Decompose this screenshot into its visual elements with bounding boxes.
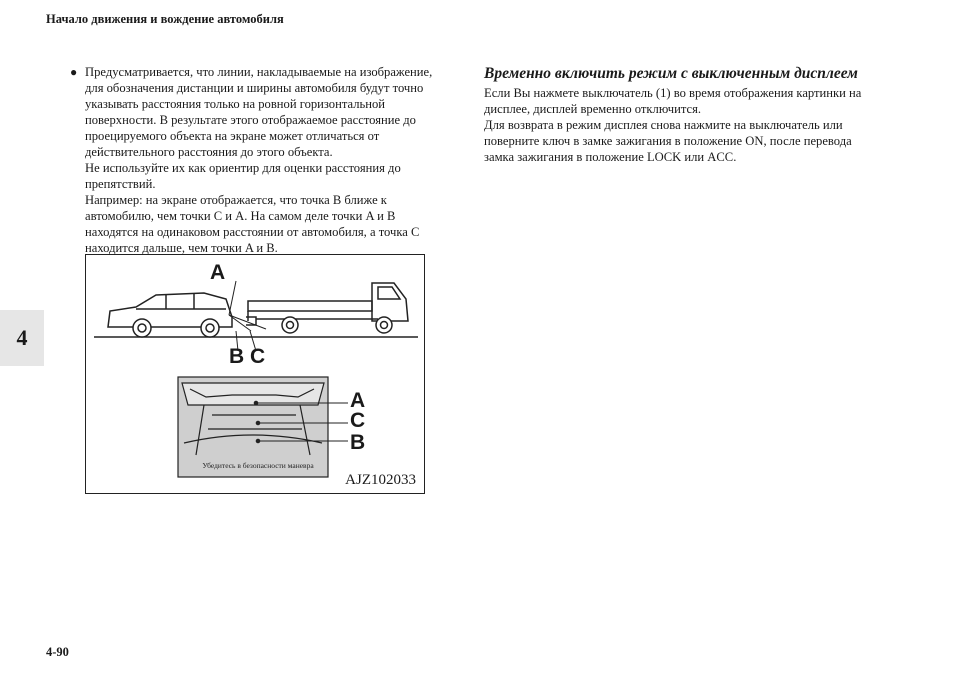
bullet-item — [70, 64, 450, 256]
page-number: 4-90 — [46, 645, 69, 659]
paragraph: Например: на экране отображается, что точка B ближе к автомобилю, чем точки C и A. На самом деле точки A и B находятся на одинаковом расстоянии от автомобиля, а точка C находится дальше, чем точки A и B. — [85, 193, 420, 255]
bullet-body — [85, 64, 450, 256]
paragraph: Предусматривается, что линии, накладываемые на изображение, для обозначения дистанции и ширины автомобиля будут точно указывать расстояния только на ровной горизонтальной поверхности. В результате этого отображаемое расстояние до проецируемого объекта на экране может отличаться от действительного расстояния до этого объекта. — [85, 65, 433, 159]
label-point-c-top: C — [250, 345, 266, 368]
suv-drawing — [108, 293, 232, 337]
label-point-b-screen: B — [350, 431, 366, 454]
screen-caption: Убедитесь в безопасности маневра — [202, 461, 314, 470]
figure-code: AJZ102033 — [345, 472, 416, 488]
paragraph: Не используйте их как ориентир для оценки расстояния до препятствий. — [85, 161, 401, 191]
chapter-tab — [0, 310, 44, 366]
bullet-icon: ● — [70, 65, 78, 79]
paragraph: Для возврата в режим дисплея снова нажмите на выключатель или поверните ключ в замке зажигания в положение ON, после перевода замка зажигания в положение LOCK или ACC. — [484, 118, 852, 164]
camera-distance-figure — [85, 254, 425, 494]
label-point-a-screen: A — [350, 389, 366, 412]
running-header: Начало движения и вождение автомобиля — [46, 12, 284, 26]
truck-drawing — [246, 283, 408, 333]
figure-illustration — [86, 255, 426, 495]
right-column — [484, 64, 884, 165]
label-point-b-top: B — [229, 345, 245, 368]
label-point-a-top: A — [210, 261, 226, 284]
chapter-number: 4 — [16, 325, 28, 350]
label-point-c-screen: C — [350, 409, 366, 432]
left-column — [70, 64, 450, 256]
paragraph: Если Вы нажмете выключатель (1) во время отображения картинки на дисплее, дисплей временно отключится. — [484, 86, 862, 116]
section-heading: Временно включить режим с выключенным дисплеем — [484, 65, 858, 82]
